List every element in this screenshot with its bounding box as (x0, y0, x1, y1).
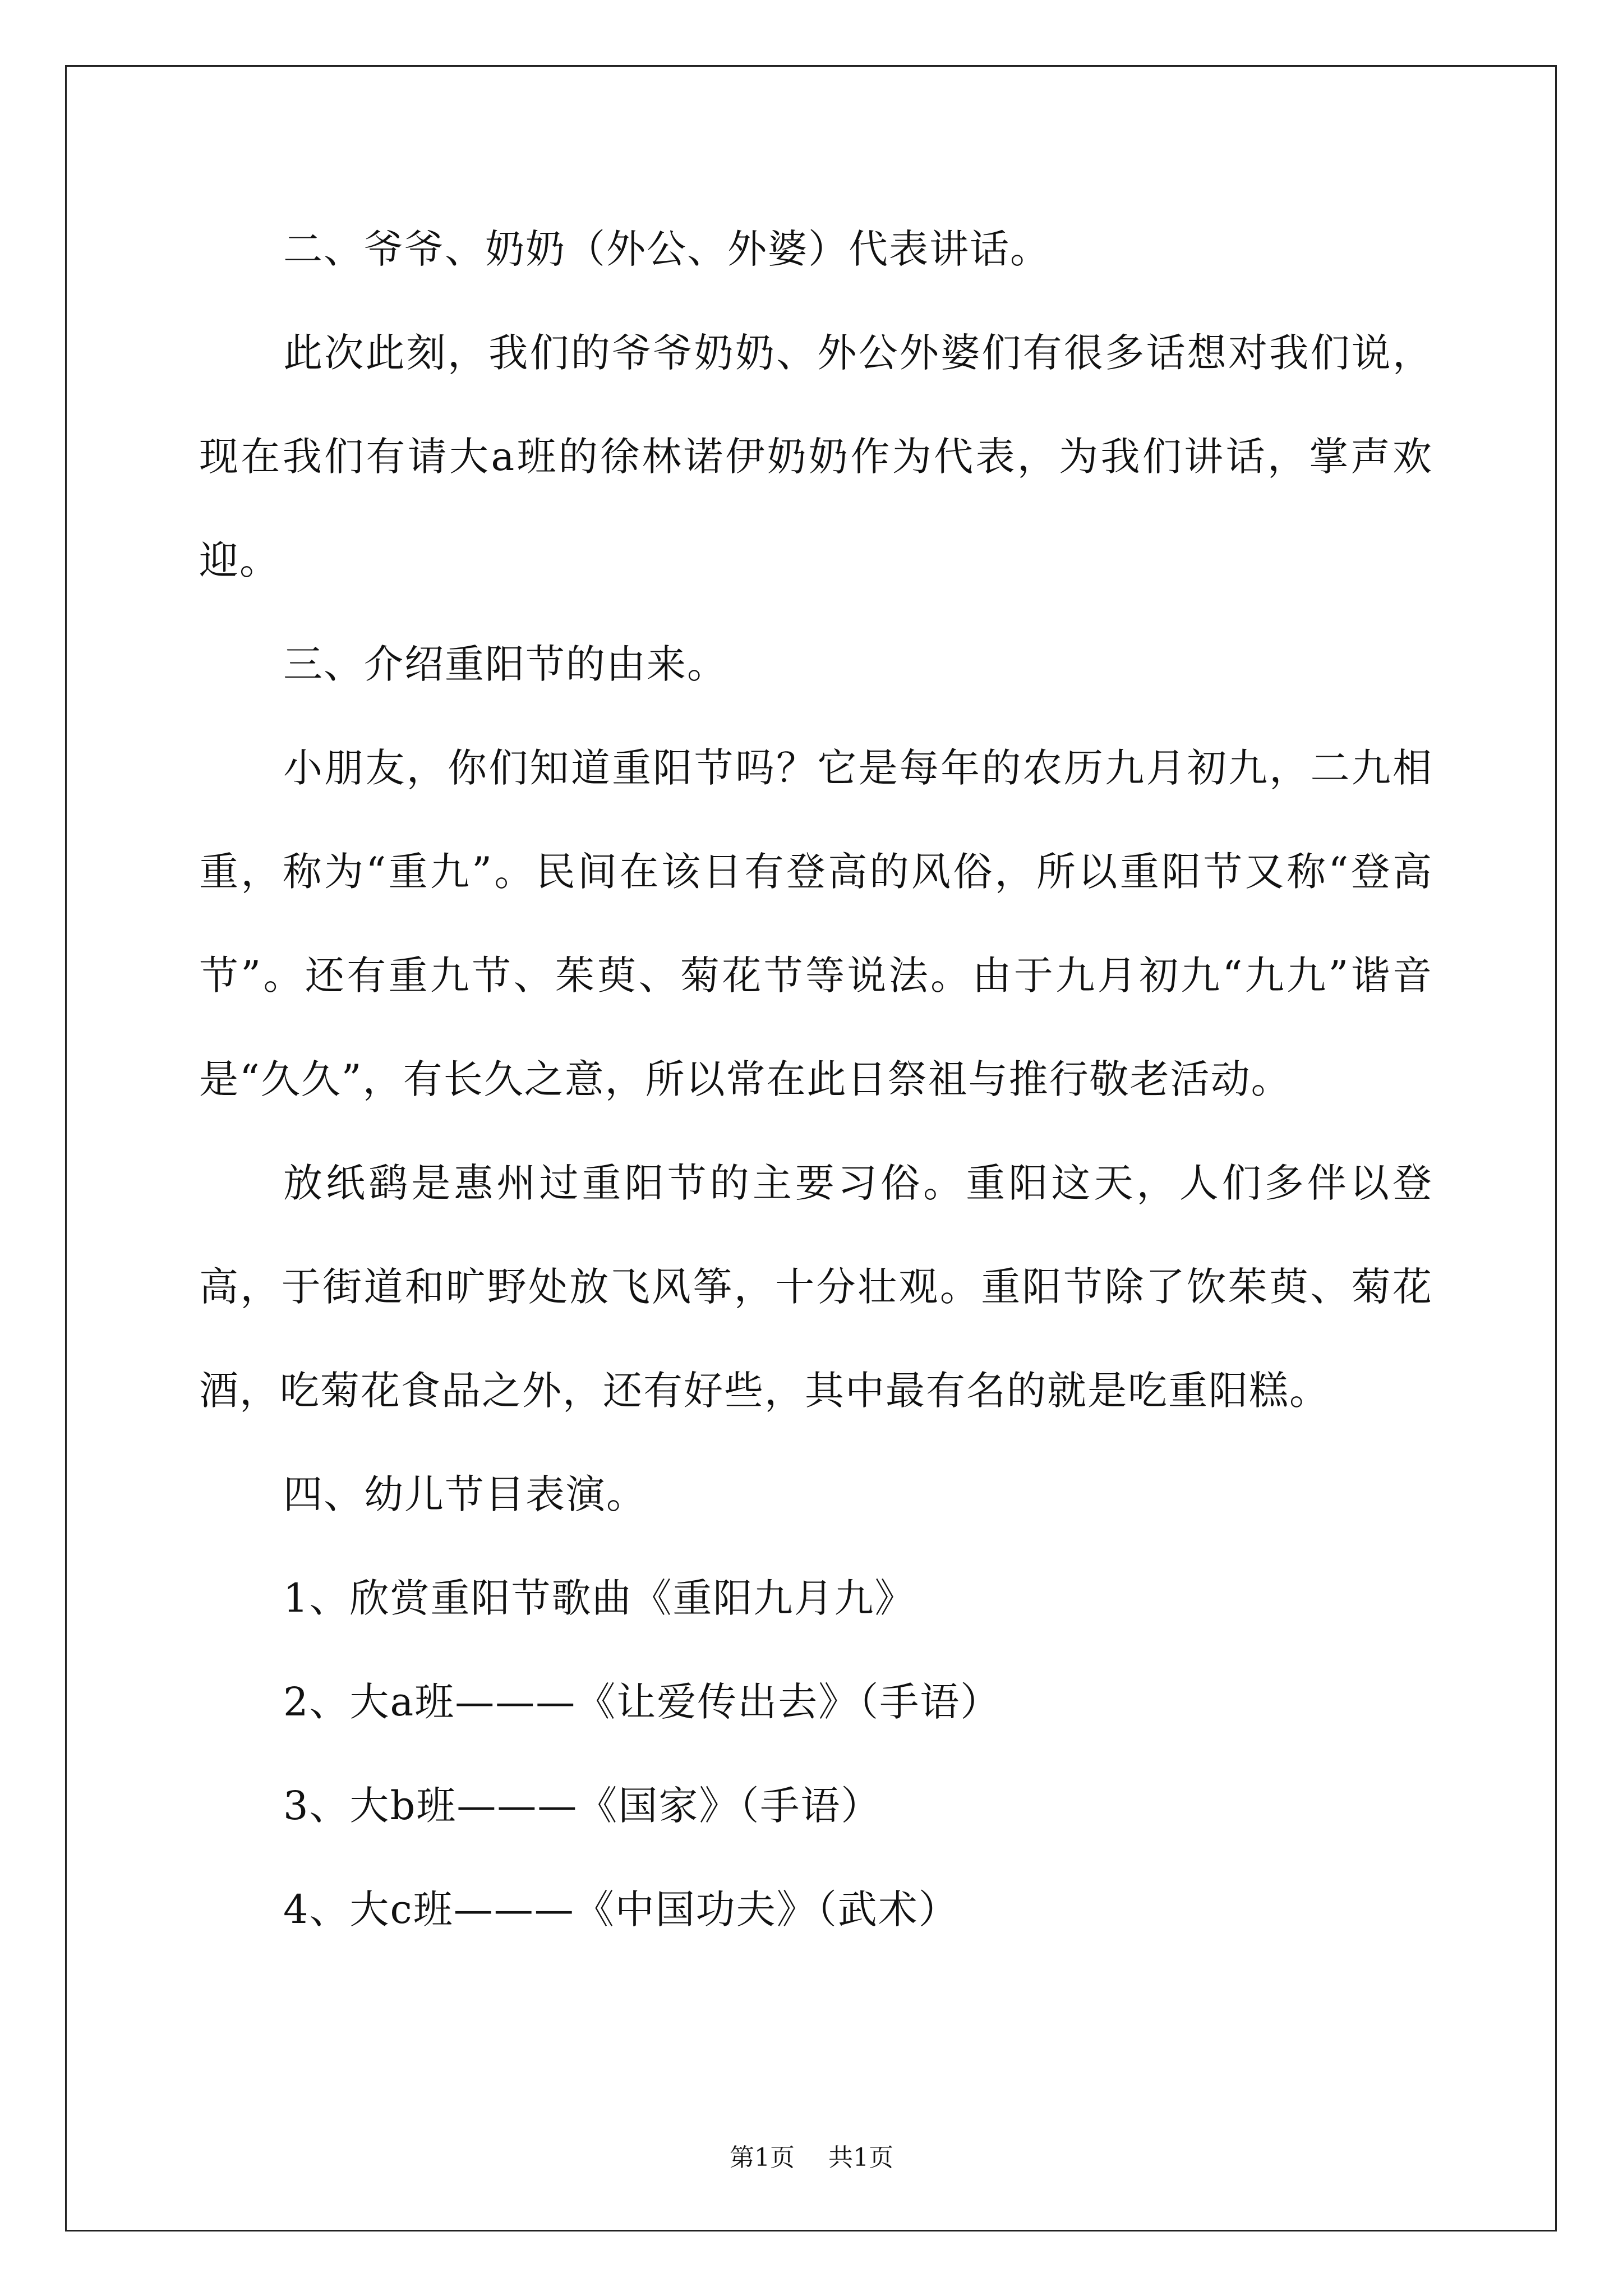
page-footer (0, 2137, 1623, 2173)
program-item-3: 3、大b班———《国家》（手语） (283, 1783, 882, 1829)
section-heading-festival-origin: 三、介绍重阳节的由来。 (283, 641, 727, 687)
page-total: 共1页 (828, 2143, 893, 2172)
program-item-1: 1、欣赏重阳节歌曲《重阳九月九》 (283, 1575, 915, 1621)
program-item-4: 4、大c班———《中国功夫》（武术） (283, 1887, 959, 1932)
document-body (199, 197, 1433, 1962)
paragraph-festival-origin: 小朋友，你们知道重阳节吗？它是每年的农历九月初九，二九相重，称为“重九”。民间在该日有登高的风俗，所以重阳节又称“登高节”。还有重九节、茱萸、菊花节等说法。由于九月初九“九九”谐音是“久久”，有长久之意，所以常在此日祭祖与推行敬老活动。 (199, 745, 1433, 1102)
section-heading-grandparents-speech: 二、爷爷、奶奶（外公、外婆）代表讲话。 (283, 226, 1050, 272)
page-number: 第1页 (730, 2143, 795, 2172)
section-heading-performances: 四、幼儿节目表演。 (283, 1471, 647, 1517)
program-item-2: 2、大a班———《让爱传出去》（手语） (283, 1679, 1001, 1725)
paragraph-speech-intro: 此次此刻，我们的爷爷奶奶、外公外婆们有很多话想对我们说，现在我们有请大a班的徐林诺伊奶奶作为代表，为我们讲话，掌声欢迎。 (199, 330, 1433, 583)
paragraph-kite-custom: 放纸鹞是惠州过重阳节的主要习俗。重阳这天，人们多伴以登高，于街道和旷野处放飞风筝，十分壮观。重阳节除了饮茱萸、菊花酒，吃菊花食品之外，还有好些，其中最有名的就是吃重阳糕。 (199, 1160, 1433, 1414)
